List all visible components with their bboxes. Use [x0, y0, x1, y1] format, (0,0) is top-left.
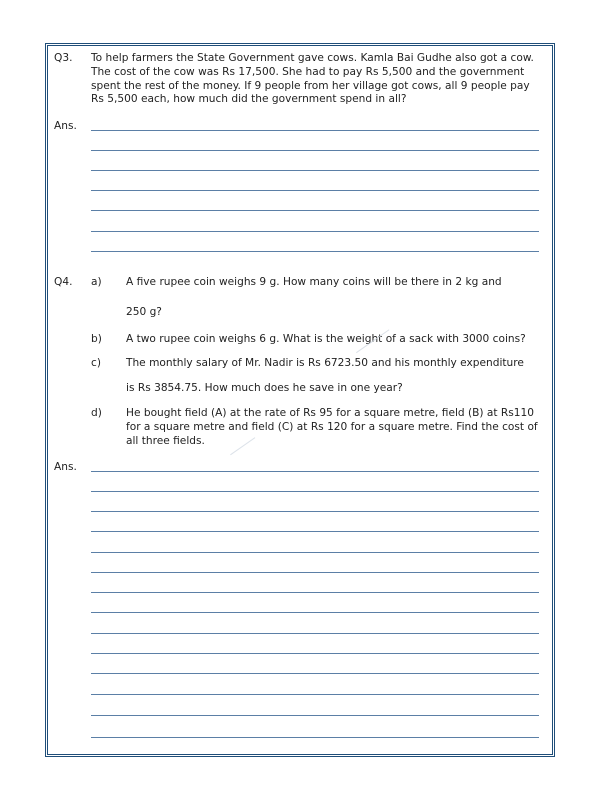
q3-answer-label: Ans.	[54, 120, 77, 132]
q4-part-a-line-2: 250 g?	[126, 306, 162, 318]
q4-answer-line	[91, 511, 539, 512]
q4-part-c-line-2: is Rs 3854.75. How much does he save in one year?	[126, 382, 403, 394]
q4-part-a-label: a)	[91, 276, 102, 288]
q4-answer-label: Ans.	[54, 461, 77, 473]
q4-answer-line	[91, 552, 539, 553]
q3-answer-line	[91, 190, 539, 191]
q3-text-line-1: To help farmers the State Government gave cows. Kamla Bai Gudhe also got a cow.	[91, 52, 534, 64]
q4-number: Q4.	[54, 276, 73, 288]
q4-answer-line	[91, 471, 539, 472]
q4-part-d-line-1: He bought field (A) at the rate of Rs 95 for a square metre, field (B) at Rs110	[126, 407, 535, 419]
q4-answer-line	[91, 491, 539, 492]
q4-part-d-line-2: for a square metre and field (C) at Rs 120 for a square metre. Find the cost of	[126, 421, 538, 433]
q4-answer-line	[91, 572, 539, 573]
q4-part-c-line-1: The monthly salary of Mr. Nadir is Rs 6723.50 and his monthly expenditure	[126, 357, 524, 369]
q4-part-a-line-1: A five rupee coin weighs 9 g. How many coins will be there in 2 kg and	[126, 276, 502, 288]
q4-part-b-line-1: A two rupee coin weighs 6 g. What is the weight of a sack with 3000 coins?	[126, 333, 526, 345]
q3-number: Q3.	[54, 52, 73, 64]
q3-answer-line	[91, 170, 539, 171]
q4-part-b-label: b)	[91, 333, 102, 345]
q3-answer-line	[91, 231, 539, 232]
q3-text-line-2: The cost of the cow was Rs 17,500. She had to pay Rs 5,500 and the government	[91, 66, 525, 78]
q4-answer-line	[91, 694, 539, 695]
q3-answer-line	[91, 251, 539, 252]
q4-answer-line	[91, 715, 539, 716]
q4-part-d-line-3: all three fields.	[126, 435, 205, 447]
q4-part-d-label: d)	[91, 407, 102, 419]
q4-answer-line	[91, 592, 539, 593]
q4-answer-line	[91, 612, 539, 613]
q4-part-c-label: c)	[91, 357, 101, 369]
q3-answer-line	[91, 210, 539, 211]
q4-answer-line	[91, 653, 539, 654]
q4-answer-line	[91, 633, 539, 634]
q3-answer-line	[91, 130, 539, 131]
q3-answer-line	[91, 150, 539, 151]
q3-text-line-3: spent the rest of the money. If 9 people from her village got cows, all 9 people pay	[91, 80, 530, 92]
q4-answer-line	[91, 737, 539, 738]
q4-answer-line	[91, 531, 539, 532]
q3-text-line-4: Rs 5,500 each, how much did the government spend in all?	[91, 93, 407, 105]
q4-answer-line	[91, 673, 539, 674]
